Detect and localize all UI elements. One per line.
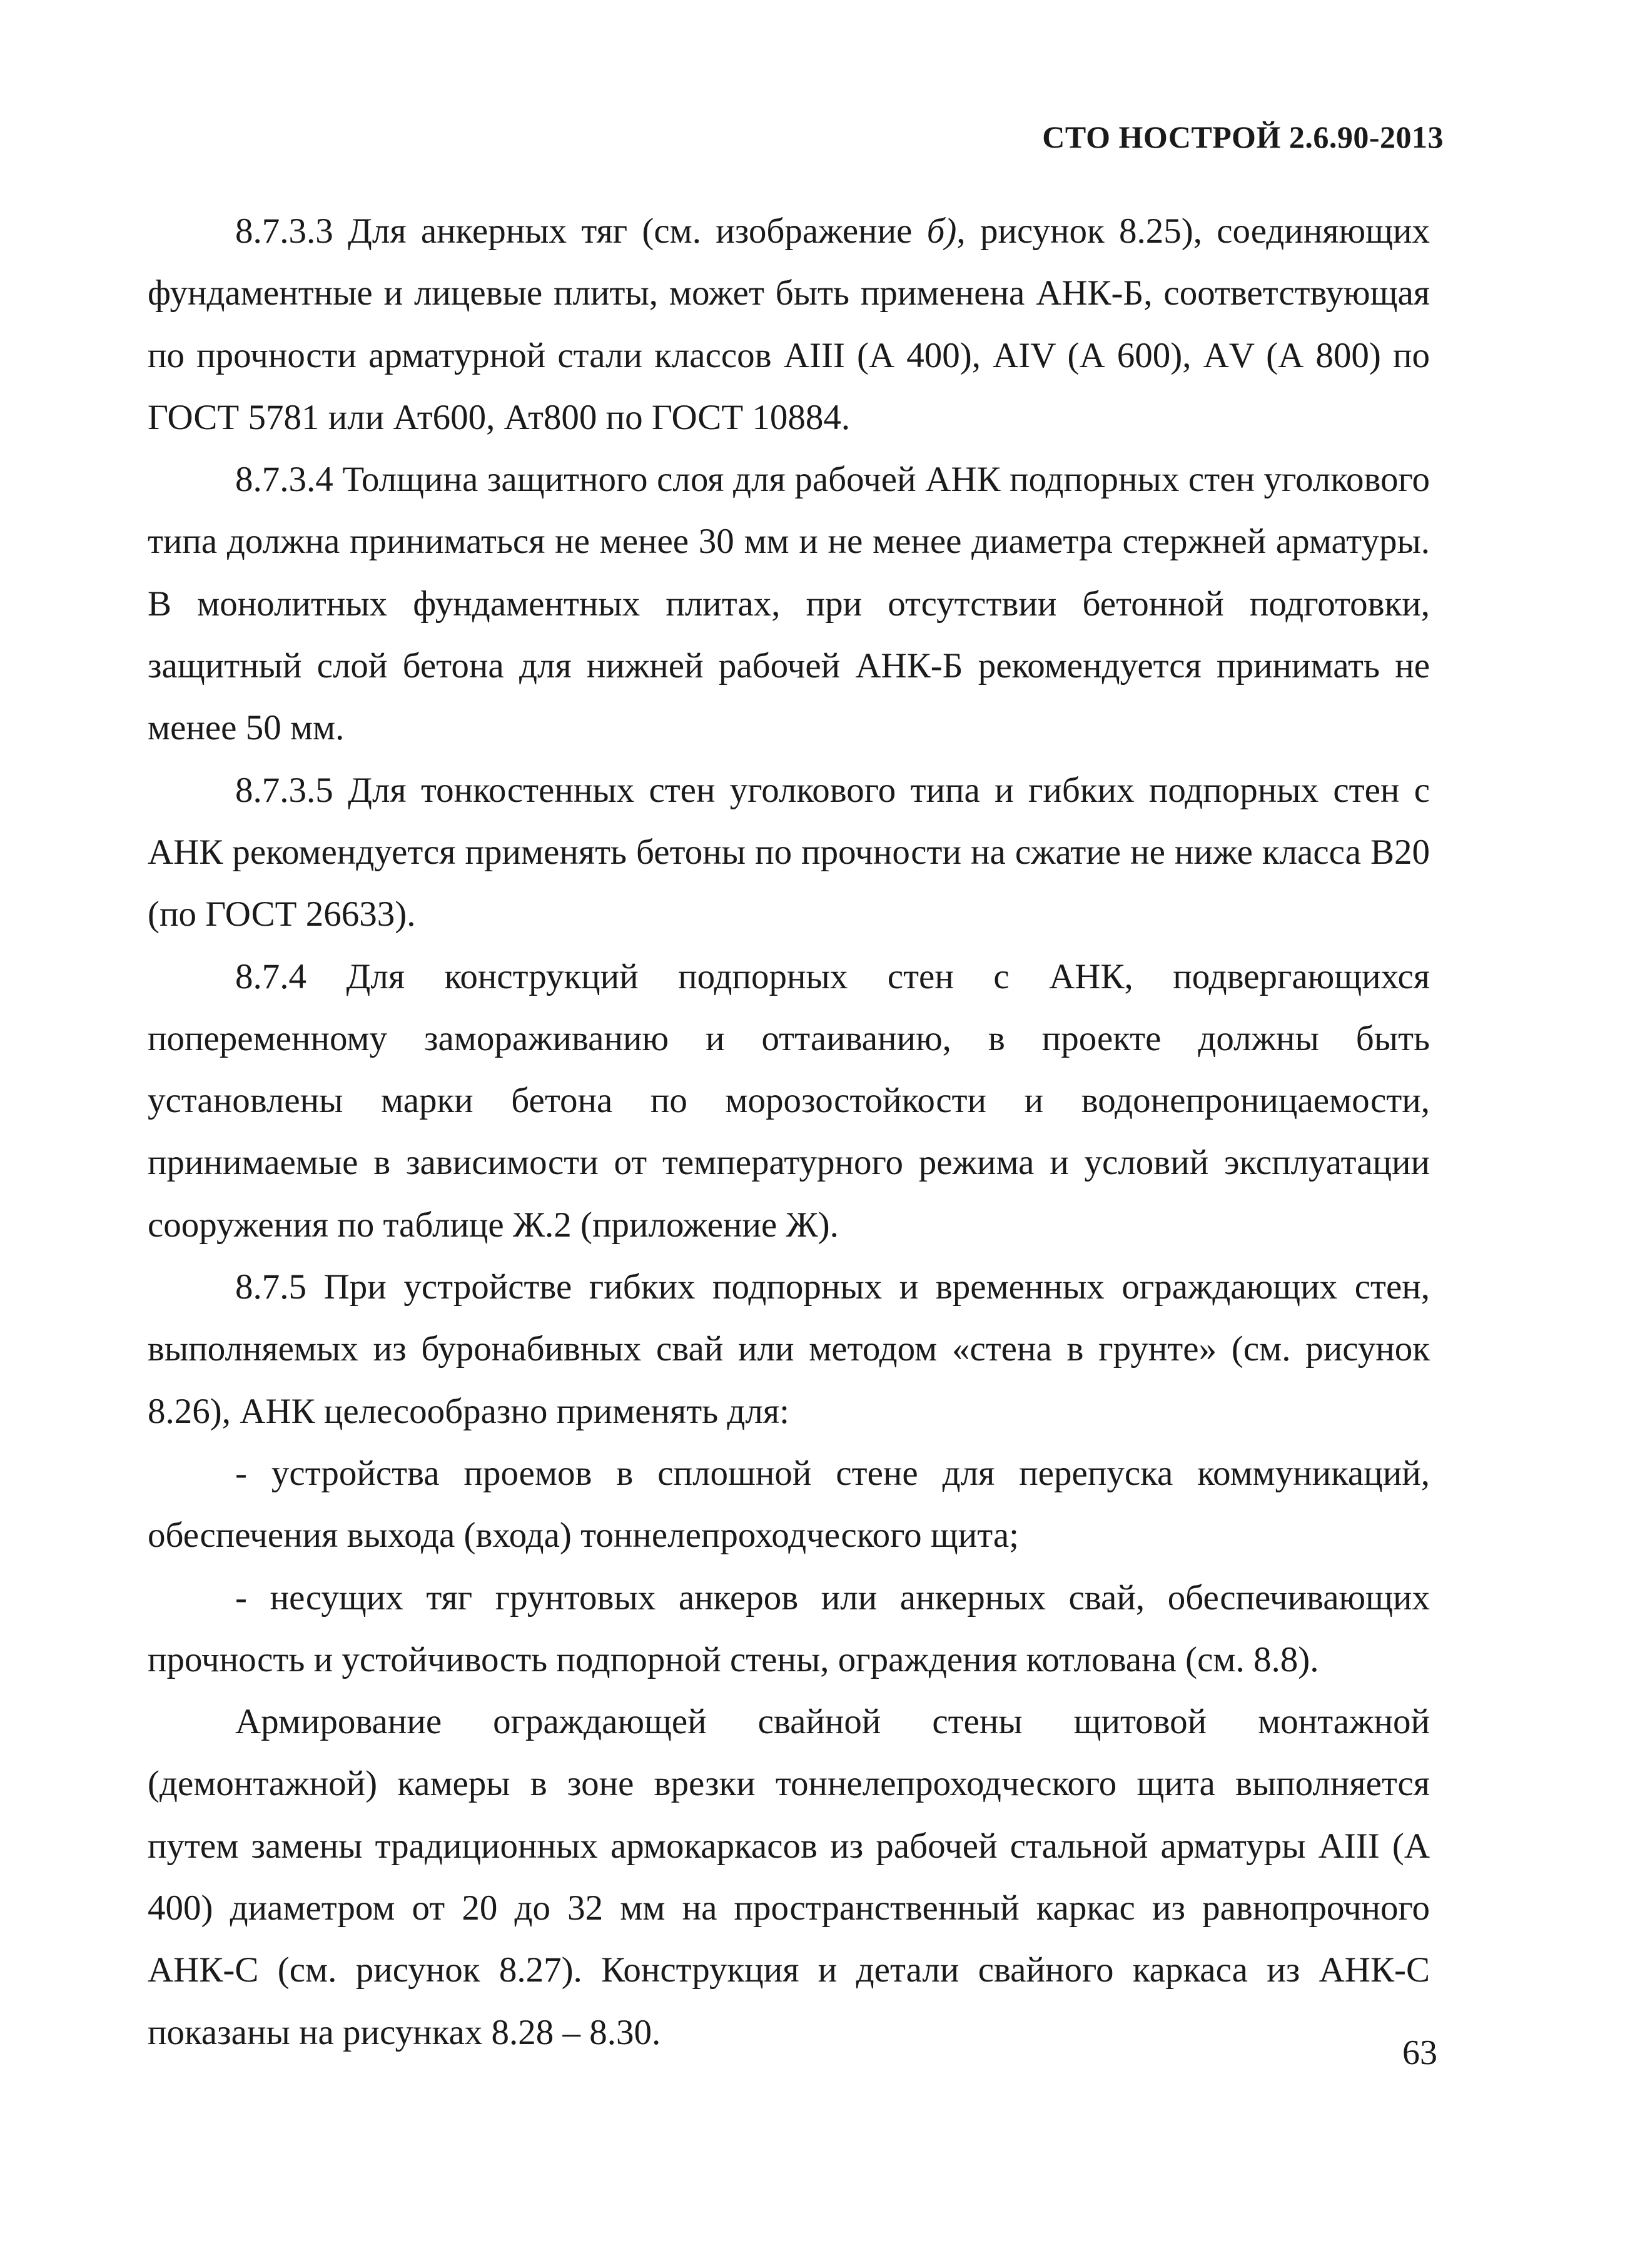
paragraph-8-7-3-4: 8.7.3.4 Толщина защитного слоя для рабочей АНК подпорных стен уголкового типа должна приниматься не менее 30 мм и не менее диаметра стержней арматуры. В монолитных фундаментных плитах, при отсутствии бетонной подготовки, защитный слой бетона для нижней рабочей АНК-Б рекомендуется принимать не менее 50 мм.: [148, 460, 1430, 748]
paragraph-8-7-4: 8.7.4 Для конструкций подпорных стен с АНК, подвергающихся попеременному замораживанию и оттаиванию, в проекте должны быть установлены марки бетона по морозостойкости и водонепроницаемости, принимаемые в зависимости от температурного режима и условий эксплуатации сооружения по таблице Ж.2 (приложение Ж).: [148, 956, 1430, 1245]
paragraph-8-7-5: 8.7.5 При устройстве гибких подпорных и временных ограждающих стен, выполняемых из буронабивных свай или методом «стена в грунте» (см. рисунок 8.26), АНК целесообразно применять для:: [148, 1267, 1430, 1431]
paragraph-text-italic: б): [926, 211, 957, 251]
list-item-openings: - устройства проемов в сплошной стене для перепуска коммуникаций, обеспечения выхода (входа) тоннелепроходческого щита;: [148, 1453, 1430, 1556]
paragraph-reinforcement: Армирование ограждающей свайной стены щитовой монтажной (демонтажной) камеры в зоне врезки тоннелепроходческого щита выполняется путем замены традиционных армокаркасов из рабочей стальной арматуры АIII (А 400) диаметром от 20 до 32 мм на пространственный каркас из равнопрочного АНК-С (см. рисунок 8.27). Конструкция и детали свайного каркаса из АНК-С показаны на рисунках 8.28 – 8.30.: [148, 1702, 1430, 2052]
paragraph-text-end: , рисунок 8.25), соединяющих фундаментные и лицевые плиты, может быть применена АНК-Б, соответствующая по прочности арматурной стали классов АIII (А 400), АIV (А 600), АV (А 800) по ГОСТ 5781 или Ат600, Ат800 по ГОСТ 10884.: [148, 211, 1430, 437]
paragraph-8-7-3-3: [148, 200, 1430, 448]
body-text: [148, 200, 1430, 2063]
document-code-header: СТО НОСТРОЙ 2.6.90-2013: [1042, 119, 1444, 154]
paragraph-text-start: 8.7.3.3 Для анкерных тяг (см. изображение: [235, 211, 927, 251]
list-item-anchors: - несущих тяг грунтовых анкеров или анкерных свай, обеспечивающих прочность и устойчивость подпорной стены, ограждения котлована (см. 8.8).: [148, 1577, 1430, 1679]
page-number: 63: [1402, 2033, 1437, 2072]
paragraph-8-7-3-5: 8.7.3.5 Для тонкостенных стен уголкового типа и гибких подпорных стен с АНК рекомендуется применять бетоны по прочности на сжатие не ниже класса В20 (по ГОСТ 26633).: [148, 770, 1430, 934]
